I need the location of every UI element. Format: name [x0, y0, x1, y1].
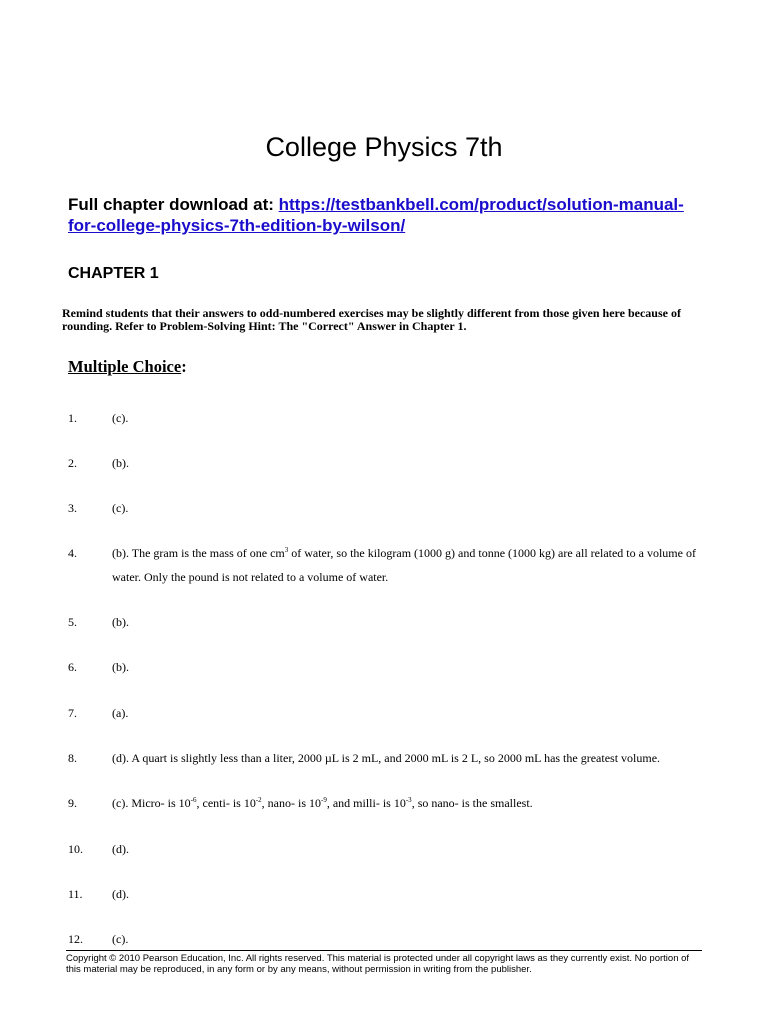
multiple-choice-heading: Multiple Choice: — [68, 357, 187, 376]
download-label: Full chapter download at: — [68, 195, 279, 214]
chapter-heading: CHAPTER 1 — [68, 265, 159, 282]
download-line — [68, 194, 728, 236]
copyright-footer: Copyright © 2010 Pearson Education, Inc. All rights reserved. This material is protected under all copyright laws as they currently exist. No portion of this material may be reproduced, in any form or by any means, without permission in writing from the publisher. — [66, 950, 702, 975]
reminder-note: Remind students that their answers to odd-numbered exercises may be slightly different from those given here because of rounding. Refer to Problem-Solving Hint: The "Correct" Answer in Chapter 1. — [62, 306, 681, 333]
download-link[interactable]: https://testbankbell.com/product/solution-manual- for-college-physics-7th-edition-by-wilson/ — [68, 195, 684, 235]
document-title: College Physics 7th — [265, 132, 503, 162]
